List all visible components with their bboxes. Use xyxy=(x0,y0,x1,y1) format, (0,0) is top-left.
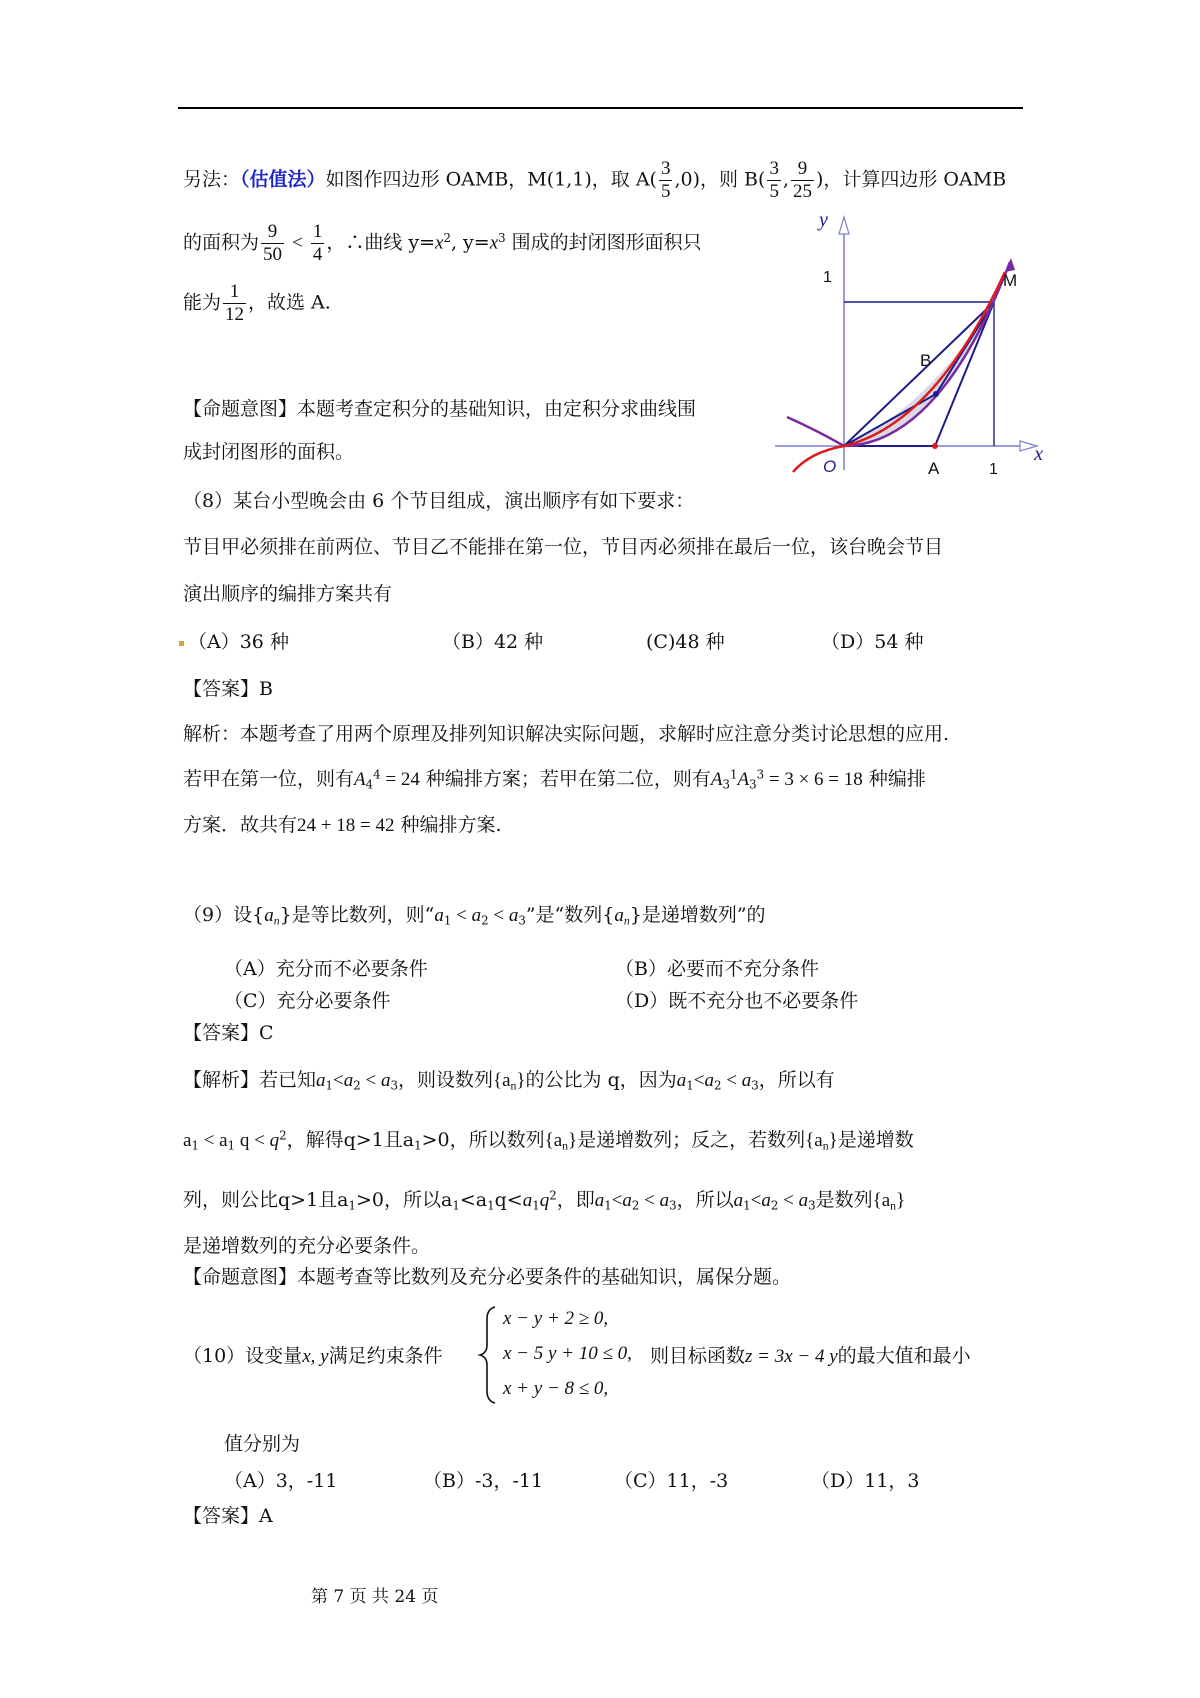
math-expr: z = 3x − 4 y xyxy=(745,1346,838,1367)
tick-label-y: 1 xyxy=(823,269,832,286)
q9-analysis-4: 是递增数列的充分必要条件。 xyxy=(183,1235,431,1257)
frac-den: 5 xyxy=(769,180,779,202)
segment-om xyxy=(844,302,994,446)
math-var: a xyxy=(522,1190,533,1211)
math-var: a xyxy=(676,1070,687,1091)
math-var: x, y xyxy=(302,1346,329,1367)
less-than: < xyxy=(639,1190,660,1211)
alt-text: , xyxy=(782,168,789,191)
alt-text: 如图作四边形 OAMB，M(1,1)，取 A( xyxy=(325,168,657,191)
math-var: A xyxy=(710,769,723,790)
less-than: < xyxy=(750,1190,762,1211)
analysis-text: 种编排方案. xyxy=(400,814,502,836)
subscript: 3 xyxy=(749,777,757,792)
marker-dot xyxy=(179,641,184,646)
alt-text: ，∴曲线 y= xyxy=(326,231,436,254)
less-than: < xyxy=(693,1070,705,1091)
math-var: a xyxy=(614,905,624,926)
analysis-text: 若甲在第一位，则有 xyxy=(183,768,355,790)
math-var: a xyxy=(798,1190,809,1211)
subscript: 3 xyxy=(808,1198,816,1213)
constraint-1: x − y + 2 ≥ 0, xyxy=(503,1308,609,1329)
point-b xyxy=(933,391,939,397)
subscript: n xyxy=(510,1079,517,1093)
fraction xyxy=(223,281,246,326)
subscript: 1 xyxy=(227,1138,236,1153)
frac-num: 9 xyxy=(261,221,284,244)
math-var: x xyxy=(489,232,499,254)
intent-line-2: 成封闭图形的面积。 xyxy=(183,441,355,463)
subscript: 3 xyxy=(390,1078,398,1093)
stem-text: }是等比数列，则“ xyxy=(279,904,435,926)
fraction xyxy=(791,158,814,203)
label-o: O xyxy=(823,457,837,476)
alt-line-1 xyxy=(183,158,1006,203)
q10-stem-a xyxy=(183,1345,443,1369)
subscript: 1 xyxy=(414,1138,422,1153)
frac-den: 5 xyxy=(660,180,671,202)
q9-analysis-3: 列，则公比q>1且$a_1>0$，所以$a_1<a_1q<a_1q^2$，即$a_1<a_2 < a_3$，所以$a_1<a_2 < a_3$是数列$\{a_n\}$ xyxy=(183,1188,906,1213)
subscript: 3 xyxy=(751,1078,759,1093)
frac-num: 3 xyxy=(660,158,671,179)
q8-stem-2: 节目甲必须排在前两位、节目乙不能排在第一位，节目丙必须排在最后一位，该台晚会节目 xyxy=(183,536,944,558)
math-expr: < a xyxy=(198,1130,228,1151)
point-a xyxy=(932,443,938,449)
method-label: （估值法） xyxy=(240,168,326,191)
subscript: 2 xyxy=(481,913,489,928)
alt-line-2 xyxy=(183,221,702,266)
q10-option-b: （B）-3，-11 xyxy=(423,1470,544,1492)
superscript: 3 xyxy=(756,767,765,782)
subscript: n xyxy=(890,1199,897,1213)
less-than: < xyxy=(488,905,509,926)
q10-stem-b xyxy=(650,1345,971,1369)
q9-option-a: （A）充分而不必要条件 xyxy=(224,958,428,980)
math-var: a xyxy=(183,1130,192,1151)
subscript: 1 xyxy=(191,1138,199,1153)
subscript: 1 xyxy=(532,1198,540,1213)
q10-option-d: （D）11，3 xyxy=(811,1470,920,1492)
q9-analysis-1: 【解析】若已知$a_1<a_2 < a_3$，则设数列$\{a_n\}$的公比为 q，因为$a_1<a_2 < a_3$，所以有 xyxy=(183,1069,835,1093)
fraction xyxy=(659,158,673,203)
math-expr: = 24 xyxy=(380,769,420,790)
frac-num: 3 xyxy=(769,158,779,179)
analysis-text: 的公比为 q，因为 xyxy=(525,1069,677,1091)
q10-stem-c: 值分别为 xyxy=(224,1433,301,1455)
frac-den: 12 xyxy=(225,303,245,325)
q9-stem xyxy=(183,904,766,928)
analysis-text: 方案．故共有 xyxy=(183,814,298,836)
subscript: 1 xyxy=(604,1198,612,1213)
fraction xyxy=(261,221,284,266)
q8-analysis-3 xyxy=(183,814,502,838)
analysis-text: ，即 xyxy=(556,1189,595,1211)
math-var: a xyxy=(594,1190,605,1211)
q10-option-a: （A）3，-11 xyxy=(224,1470,338,1492)
frac-num: 9 xyxy=(791,158,814,181)
alt-text: 的面积为 xyxy=(183,231,260,254)
math-var: a xyxy=(343,1070,354,1091)
x-axis-label: x xyxy=(1034,443,1043,465)
analysis-text: 是递增数列；反之，若数列 xyxy=(577,1129,806,1151)
subscript: 2 xyxy=(770,1198,779,1213)
analysis-text: 是递增数 xyxy=(837,1129,914,1151)
math-var: a xyxy=(704,1070,714,1091)
q8-option-d: （D）54 种 xyxy=(821,631,924,653)
q10-answer: 【答案】A xyxy=(183,1505,273,1527)
label-b: B xyxy=(920,351,932,370)
stem-text: }是递增数列”的 xyxy=(629,904,766,926)
analysis-text: >0，所以数列 xyxy=(421,1129,545,1151)
subscript: 3 xyxy=(669,1198,677,1213)
page-number: 第 7 页 共 24 页 xyxy=(311,1587,439,1607)
q8-option-a xyxy=(179,631,289,654)
alt-text: ，故选 A. xyxy=(248,291,331,314)
frac-den: 4 xyxy=(312,243,323,265)
alt-prefix: 另法： xyxy=(183,168,241,191)
y-axis-label: y xyxy=(819,212,828,231)
q8-stem-3: 演出顺序的编排方案共有 xyxy=(183,583,393,605)
stem-text: （9）设{ xyxy=(183,904,265,926)
q10-option-c: （C）11，-3 xyxy=(614,1470,729,1492)
analysis-text: 种编排方案；若甲在第二位，则有 xyxy=(425,768,711,790)
math-var: a xyxy=(814,1130,823,1151)
q8-option-b: （B）42 种 xyxy=(442,631,544,653)
less-than: < xyxy=(611,1190,623,1211)
analysis-text: ，解得q>1且a xyxy=(286,1129,415,1151)
q8-stem-1: （8）某台小型晚会由 6 个节目组成，演出顺序有如下要求： xyxy=(183,490,695,512)
area-figure xyxy=(765,212,1050,477)
less-than: < xyxy=(778,1190,799,1211)
math-var: q xyxy=(539,1190,550,1211)
stem-text: 则目标函数 xyxy=(650,1345,746,1367)
constraint-2: x − 5 y + 10 ≤ 0, xyxy=(503,1343,632,1364)
frac-num: 1 xyxy=(223,281,246,304)
header-rule xyxy=(178,107,1023,109)
q9-intent: 【命题意图】本题考查等比数列及充分必要条件的基础知识，属保分题。 xyxy=(183,1266,792,1288)
less-than: < xyxy=(333,1070,344,1091)
less-than: < xyxy=(360,1070,381,1091)
y-axis-arrow xyxy=(839,217,849,234)
math-var: a xyxy=(733,1190,744,1211)
exponent: 2 xyxy=(443,230,451,245)
stem-text: 的最大值和最小 xyxy=(837,1345,971,1367)
frac-den: 25 xyxy=(792,180,812,202)
cubic-arrow xyxy=(1005,258,1015,272)
constraint-3: x + y − 8 ≤ 0, xyxy=(503,1378,609,1399)
tick-label-x: 1 xyxy=(989,461,998,477)
analysis-text: ，则设数列 xyxy=(397,1069,493,1091)
subscript: 1 xyxy=(443,913,452,928)
alt-text: , y= xyxy=(450,231,490,254)
q9-analysis-2: $a_1 < a_1$ $q < q^2$，解得q>1且$a_1>0$，所以数列$\{a_n\}$是递增数列；反之，若数列$\{a_n\}$是递增数 xyxy=(183,1128,914,1153)
analysis-text: 列，则公比q>1且a xyxy=(183,1189,349,1211)
subscript: 1 xyxy=(743,1198,751,1213)
subscript: 2 xyxy=(631,1198,640,1213)
math-var: A xyxy=(354,769,366,790)
subscript: 2 xyxy=(353,1078,361,1093)
math-var: a xyxy=(434,905,444,926)
less-than: < xyxy=(451,905,472,926)
math-var: a xyxy=(741,1070,752,1091)
subscript: n xyxy=(822,1139,829,1153)
q9-option-c: （C）充分必要条件 xyxy=(224,990,391,1012)
frac-num: 1 xyxy=(312,221,323,242)
label-a: A xyxy=(928,459,940,477)
math-var: a xyxy=(471,905,482,926)
math-var: q xyxy=(269,1130,280,1151)
subscript: n xyxy=(273,914,280,928)
exponent: 2 xyxy=(279,1128,287,1143)
exponent: 2 xyxy=(549,1188,557,1203)
math-var: a xyxy=(553,1130,563,1151)
math-var: a xyxy=(761,1190,771,1211)
math-var: a xyxy=(316,1070,326,1091)
stem-text: 满足约束条件 xyxy=(328,1345,443,1367)
q8-analysis-1: 解析：本题考查了用两个原理及排列知识解决实际问题，求解时应注意分类讨论思想的应用. xyxy=(183,723,950,745)
math-expr: 24 + 18 = 42 xyxy=(297,815,395,836)
subscript: 1 xyxy=(348,1198,356,1213)
analysis-text: >0，所以a xyxy=(356,1189,453,1211)
alt-text: 围成的封闭图形面积只 xyxy=(505,231,702,254)
fraction xyxy=(311,221,325,266)
alt-text: 能为 xyxy=(183,291,222,314)
subscript: 4 xyxy=(365,777,374,792)
intent-line-1: 【命题意图】本题考查定积分的基础知识，由定积分求曲线围 xyxy=(183,398,697,420)
q9-answer: 【答案】C xyxy=(183,1022,274,1044)
stem-text: （10）设变量 xyxy=(183,1345,303,1367)
alt-text: )，计算四边形 OAMB xyxy=(815,168,1007,191)
analysis-text: ，所以有 xyxy=(758,1069,835,1091)
subscript: 2 xyxy=(713,1078,722,1093)
less-than: < xyxy=(292,232,303,254)
frac-den: 50 xyxy=(263,243,283,265)
math-var: a xyxy=(502,1070,511,1091)
math-var: A xyxy=(737,769,750,790)
math-var: x xyxy=(435,232,444,254)
subscript: 3 xyxy=(722,777,731,792)
subscript: 1 xyxy=(452,1198,460,1213)
superscript: 1 xyxy=(730,767,738,782)
analysis-text: <a xyxy=(459,1189,488,1211)
subscript: n xyxy=(562,1139,569,1153)
exponent: 3 xyxy=(498,230,506,245)
subscript: n xyxy=(623,914,630,928)
superscript: 4 xyxy=(373,767,381,782)
fraction xyxy=(767,158,781,203)
stem-text: ”是“数列{ xyxy=(525,904,615,926)
alt-text: ,0)，则 B( xyxy=(674,168,766,191)
subscript: 1 xyxy=(325,1078,334,1093)
label-m: M xyxy=(1003,271,1018,290)
option-text: （A）36 种 xyxy=(188,631,289,653)
analysis-text: 【解析】若已知 xyxy=(183,1069,317,1091)
alt-line-3 xyxy=(183,281,331,326)
math-expr: = 3 × 6 = 18 xyxy=(764,769,863,790)
q8-option-c: (C)48 种 xyxy=(646,631,725,653)
analysis-text: 种编排 xyxy=(868,768,926,790)
q8-analysis-2 xyxy=(183,768,926,792)
math-var: a xyxy=(659,1190,670,1211)
subscript: 1 xyxy=(487,1198,495,1213)
left-brace-icon xyxy=(477,1305,501,1405)
math-var: a xyxy=(380,1070,391,1091)
math-var: a xyxy=(508,905,519,926)
analysis-text: 是数列 xyxy=(815,1189,873,1211)
q9-option-b: （B）必要而不充分条件 xyxy=(615,958,819,980)
math-var: a xyxy=(881,1190,891,1211)
math-var: a xyxy=(622,1190,632,1211)
less-than: < xyxy=(721,1070,742,1091)
subscript: 1 xyxy=(686,1078,694,1093)
q9-option-d: （D）既不充分也不必要条件 xyxy=(615,990,859,1012)
math-var: a xyxy=(264,905,274,926)
analysis-text: ，所以 xyxy=(676,1189,734,1211)
subscript: 3 xyxy=(518,913,526,928)
analysis-text: q< xyxy=(494,1189,523,1211)
q8-answer: 【答案】B xyxy=(183,678,273,700)
